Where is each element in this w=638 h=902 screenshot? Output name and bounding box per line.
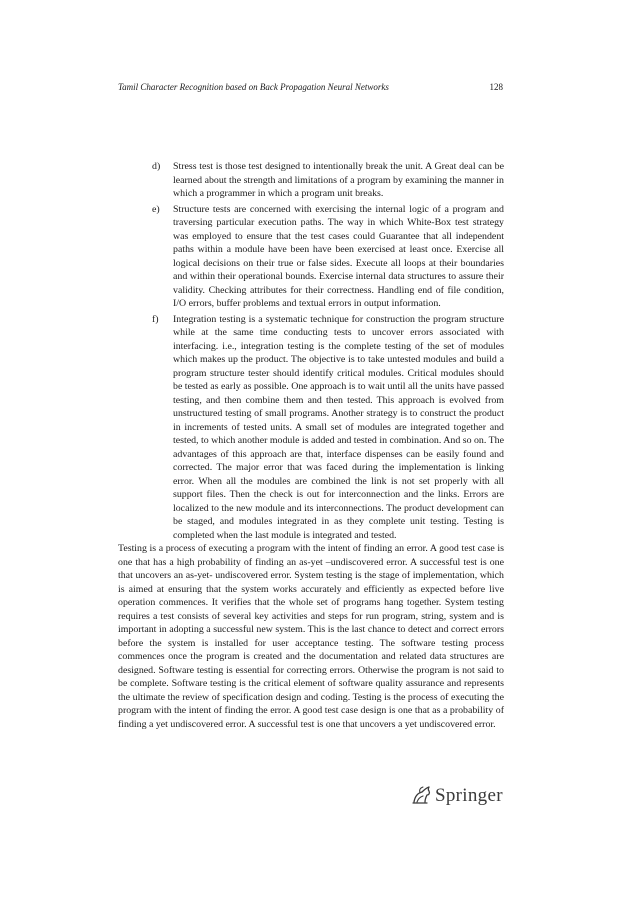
list-marker: e) [152, 203, 160, 215]
list-item [152, 203, 504, 311]
list-marker: d) [152, 161, 161, 172]
list-marker: f) [152, 313, 159, 325]
list-item-text: Integration testing is a systematic technique for construction the program structure while at the same time conducting tests to uncover errors associated with interfacing. i.e., integration testing is the complete testing of the set of modules which makes up the product. The objective is to take untested modules and build a program structure tester should identify critical modules. Critical modules should be tested as early as possible. One approach is to wait until all the units have passed testing, and then combine them and then tested. This approach is evolved from unstructured testing of small programs. Another strategy is to construct the product in increments of tested units. A small set of modules are integrated together and tested, to which another module is added and tested in combination. And so on. The advantages of this approach are that, interface dispenses can be easily found and corrected. The major error that was faced during the implementation is linking error. When all the modules are combined the link is not set properly with all support files. Then the check is out for interconnection and the links. Errors are localized to the new module and its interconnections. The product development can be staged, and modules integrated in as they complete unit testing. Testing is completed when the last module is integrated and tested. [173, 313, 505, 541]
testing-types-list [152, 160, 504, 544]
list-item-text: Structure tests are concerned with exercising the internal logic of a program and traversing particular execution paths. The way in which White-Box test strategy was employed to ensure that the test cases could Guarantee that all independent paths within a module have been have been exercised at least once. Exercise all logical decisions on their true or false sides. Execute all loops at their boundaries and within their operational bounds. Exercise internal data structures to assure their validity. Checking attributes for their correctness. Handling end of file condition, I/O errors, buffer problems and textual errors in output information. [173, 203, 504, 309]
springer-horse-icon [411, 784, 433, 806]
running-title: Tamil Character Recognition based on Back Propagation Neural Networks [118, 82, 389, 92]
publisher-name: Springer [435, 785, 503, 806]
page-number: 128 [489, 82, 503, 92]
publisher-logo [411, 784, 511, 814]
list-item [152, 160, 504, 201]
list-item [152, 313, 504, 543]
list-item-text: Stress test is those test designed to intentionally break the unit. A Great deal can be learned about the strength and limitations of a program by examining the manner in which a programmer in which a program unit breaks. [173, 161, 504, 199]
body-paragraph: Testing is a process of executing a program with the intent of finding an error. A good test case is one that has a high probability of finding an as-yet –undiscovered error. A successful test is one that uncovers an as-yet- undiscovered error. System testing is the stage of implementation, which is aimed at ensuring that the system works accurately and efficiently as expected before live operation commences. It verifies that the whole set of programs hang together. System testing requires a test consists of several key activities and steps for run program, string, system and is important in adopting a successful new system. This is the last chance to detect and correct errors before the system is installed for user acceptance testing. The software testing process commences once the program is created and the documentation and related data structures are designed. Software testing is essential for correcting errors. Otherwise the program is not said to be complete. Software testing is the critical element of software quality assurance and represents the ultimate the review of specification design and coding. Testing is the process of executing the program with the intent of finding the error. A good test case design is one that as a probability of finding a yet undiscovered error. A successful test is one that uncovers a yet undiscovered error. [118, 543, 504, 730]
running-header [118, 81, 503, 93]
